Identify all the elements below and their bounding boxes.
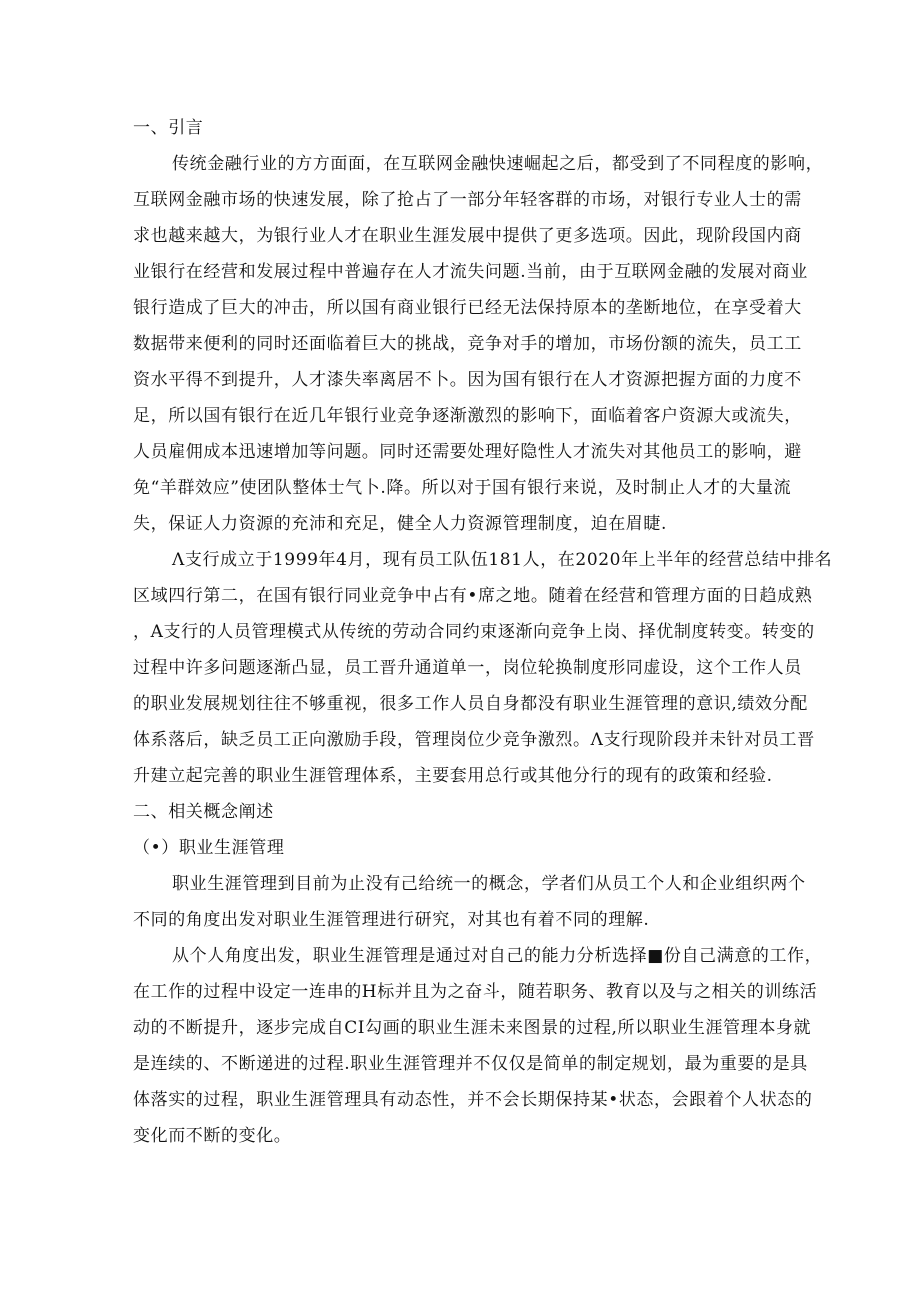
heading-introduction: 一、引言 [133, 118, 204, 138]
paragraph-line: 人员雇佣成本迅速增加等问题。同时还需要处理好隐性人才流失对其他员工的影响，避 [133, 442, 802, 462]
paragraph-line: 体系落后，缺乏员工正向激励手段，管理岗位少竞争激烈。Λ支行现阶段并未针对员工晋 [133, 730, 815, 750]
paragraph-line: 的职业发展规划往往不够重视，很多工作人员自身都没有职业生涯管理的意识,绩效分配 [133, 694, 808, 714]
paragraph-line: 职业生涯管理到目前为止没有己给统一的概念，学者们从员工个人和企业组织两个 [172, 874, 806, 894]
paragraph-line: 失，保证人力资源的充沛和充足，健全人力资源管理制度，迫在眉睫. [133, 514, 668, 534]
paragraph-line: 免“羊群效应”使团队整体士气卜.降。所以对于国有银行来说，及时制止人才的大量流 [133, 478, 792, 498]
paragraph-line: 互联网金融市场的快速发展，除了抢占了一部分年轻客群的市场，对银行专业人士的需 [133, 190, 802, 210]
paragraph-line: ，A支行的人员管理模式从传统的劳动合同约束逐渐向竞争上岗、择优制度转变。转变的 [133, 622, 815, 642]
paragraph-line: 资水平得不到提升，人才漆失率离居不卜。因为国有银行在人才资源把握方面的力度不 [133, 370, 802, 390]
paragraph-line: 动的不断提升，逐步完成自CI勾画的职业生涯未来图景的过程,所以职业生涯管理本身就 [133, 1018, 812, 1038]
paragraph-line: 银行造成了巨大的冲击，所以国有商业银行已经无法保持原本的垄断地位，在享受着大 [133, 298, 802, 318]
paragraph-line: 区域四行第二，在国有银行同业竞争中占有•席之地。随着在经营和管理方面的日趋成熟 [133, 586, 813, 606]
paragraph-line: 过程中许多问题逐渐凸显，员工晋升通道单一，岗位轮换制度形同虚设，这个工作人员 [133, 658, 802, 678]
paragraph-line: 体落实的过程，职业生涯管理具有动态性，并不会长期保持某•状态，会跟着个人状态的 [133, 1090, 813, 1110]
paragraph-line: 业银行在经营和发展过程中普遍存在人才流失问题.当前，由于互联网金融的发展对商业 [133, 262, 808, 282]
paragraph-line: 数据带来便利的同时还面临着巨大的挑战，竞争对手的增加，市场份额的流失，员工工 [133, 334, 802, 354]
paragraph-line: Λ支行成立于1999年4月，现有员工队伍181人，在2020年上半年的经营总结中排名 [172, 550, 833, 570]
heading-related-concepts: 二、相关概念阐述 [133, 802, 274, 822]
paragraph-line: 足，所以国有银行在近几年银行业竞争逐渐激烈的影响下，面临着客户资源大或流失， [133, 406, 802, 426]
paragraph-line: 求也越来越大，为银行业人才在职业生涯发展中提供了更多选项。因此，现阶段国内商 [133, 226, 802, 246]
paragraph-line: 变化而不断的变化。 [133, 1126, 292, 1146]
paragraph-line: 升建立起完善的职业生涯管理体系，主要套用总行或其他分行的现有的政策和经验. [133, 766, 773, 786]
paragraph-line: 在工作的过程中设定一连串的H标并且为之奋斗，随若职务、教育以及与之相关的训练活 [133, 982, 818, 1002]
paragraph-line: 不同的角度出发对职业生涯管理进行研究，对其也有着不同的理解. [133, 910, 650, 930]
paragraph-line: 是连续的、不断递进的过程.职业生涯管理并不仅仅是简单的制定规划，最为重要的是具 [133, 1054, 808, 1074]
subheading-career-management: （•）职业生涯管理 [133, 838, 285, 858]
paragraph-line: 传统金融行业的方方面面，在互联网金融快速崛起之后，都受到了不同程度的影响， [172, 154, 824, 174]
paragraph-line: 从个人角度出发，职业生涯管理是通过对自己的能力分析选择■份自己满意的工作， [172, 946, 823, 966]
